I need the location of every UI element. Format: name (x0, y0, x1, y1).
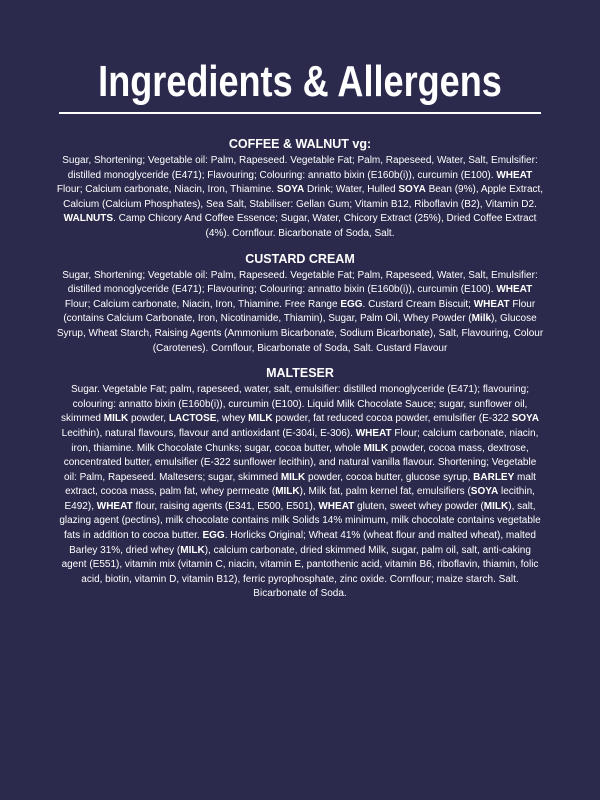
ingredient-text: powder, fat reduced cocoa powder, emulsifier (E-322 (272, 413, 512, 425)
ingredient-text: Sugar. Vegetable Fat; palm, rapeseed, water, salt, emulsifier: distilled monoglyceride (E471); flavouring; colouring: annatto bixin (E160b(i)), curcumin (E100). Liquid Milk Chocolate Sauce; sugar, sunflower oil, skimmed (60, 384, 530, 425)
allergen-text: WHEAT (496, 284, 533, 296)
title-divider (59, 112, 541, 114)
allergen-text: MILK (363, 442, 389, 454)
allergen-text: EGG (340, 298, 363, 310)
ingredient-text: Drink; Water, Hulled (304, 184, 399, 196)
section-coffee-walnut (56, 136, 544, 242)
allergen-text: SOYA (276, 184, 305, 196)
ingredient-text: . Horlicks Original; Wheat 41% (wheat flour and malted wheat), malted Barley 31%, dried whey ( (69, 530, 536, 556)
ingredient-text: Sugar, Shortening; Vegetable oil: Palm, Rapeseed. Vegetable Fat; Palm, Rapeseed, Water, Salt, Emulsifier: distilled monoglyceride (E471); Flavouring; Colouring: annatto bixin (E160b(i)), curcumin (E100). (62, 155, 538, 181)
allergen-text: WHEAT (496, 169, 533, 181)
allergen-text: MILK (103, 413, 129, 425)
ingredient-text: Flour (contains Calcium Carbonate, Iron, Nicotinamide, Thiamin), Sugar, Palm Oil, Whey Powder ( (63, 298, 536, 325)
ingredient-text: gluten, sweet whey powder ( (354, 500, 484, 512)
ingredient-sections (0, 136, 600, 602)
allergen-text: MILK (248, 413, 273, 425)
ingredient-text: malt extract, cocoa mass, palm fat, whey permeate ( (65, 471, 536, 498)
allergen-text: WHEAT (473, 298, 510, 310)
ingredient-text: Sugar, Shortening; Vegetable oil: Palm, Rapeseed. Vegetable Fat; Palm, Rapeseed, Water, Salt, Emulsifier: distilled monoglyceride (E471); Flavouring; Colouring: annatto bixin (E160b(i)), curcumin (E100). (62, 269, 538, 296)
allergen-text: Milk (471, 313, 492, 325)
ingredient-text: Lecithin), natural flavours, flavour and antioxidant (E-304i, E-306). (61, 427, 356, 439)
allergen-text: WHEAT (355, 427, 392, 439)
ingredient-text: ), salt, glazing agent (pectins), milk chocolate contains milk Solids 14% minimum, milk chocolate contains vegetable fats in addition to cocoa butter. (59, 500, 541, 542)
allergen-text: MILK (275, 486, 300, 498)
allergen-text: SOYA (511, 413, 540, 425)
page-title: Ingredients & Allergens (98, 57, 502, 106)
ingredient-text: ), Milk fat, palm kernel fat, emulsifiers ( (299, 486, 471, 498)
allergen-text: WHEAT (96, 500, 133, 512)
ingredient-text: powder, cocoa butter, glucose syrup, (305, 471, 474, 483)
ingredient-text: . Camp Chicory And Coffee Essence; Sugar, Water, Chicory Extract (25%), Dried Coffee Extract (4%). Cornflour. Bicarbonate of Soda, Salt. (113, 213, 537, 239)
ingredient-text: powder, (128, 413, 169, 425)
allergen-text: MILK (180, 544, 205, 556)
allergen-text: WHEAT (318, 500, 355, 512)
ingredient-text: powder, cocoa mass, dextrose, concentrated butter, emulsifier (E-322 sunflower lecithin), and natural vanilla flavour. Shortening; Vegetable oil: Palm, Rapeseed. Maltesers; sugar, skimmed (63, 442, 537, 483)
allergen-text: SOYA (398, 184, 426, 196)
allergen-text: WALNUTS (63, 213, 114, 225)
ingredient-text: Flour; calcium carbonate, niacin, iron, thiamine. Milk Chocolate Chunks; sugar, cocoa butter, whole (71, 427, 539, 454)
allergen-text: BARLEY (473, 471, 515, 483)
ingredients-text (56, 154, 544, 242)
ingredients-text (56, 383, 544, 602)
allergen-text: MILK (483, 500, 509, 512)
ingredient-text: lecithin, E492), (64, 486, 535, 512)
section-custard-cream (56, 251, 544, 357)
section-title: COFFEE & WALNUT vg: (228, 137, 372, 151)
allergen-text: EGG (202, 530, 225, 542)
section-malteser (56, 365, 544, 602)
ingredients-text (56, 269, 544, 357)
allergen-text: MILK (280, 471, 306, 483)
allergen-text: LACTOSE (168, 413, 217, 425)
ingredient-text: flour, raising agents (E341, E500, E501), (132, 500, 319, 512)
ingredient-text: ), calcium carbonate, dried skimmed Milk, sugar, palm oil, salt, anti-caking agent (E551), vitamin mix (vitamin C, niacin, vitamin E, pantothenic acid, vitamin B6, riboflavin, thiamin, folic acid, biotin, vitamin D, vitamin B12), ferric pyrophosphate, zinc oxide. Cornflour; maize starch. Salt. Bicarbonate of Soda. (61, 544, 539, 600)
section-title: CUSTARD CREAM (245, 251, 355, 266)
section-title: MALTESER (266, 366, 334, 381)
ingredient-text: , whey (216, 413, 249, 425)
ingredient-text: Bean (9%), Apple Extract, Calcium (Calcium Phosphates), Sea Salt, Stabiliser: Gellan Gum; Vitamin B12, Riboflavin (B2), Vitamin D2. (63, 184, 544, 210)
ingredient-text: ), Glucose Syrup, Wheat Starch, Raising Agents (Ammonium Bicarbonate, Sodium Bicarbonate), Salt, Flavouring, Colour (Carotenes). Cornflour, Bicarbonate of Soda, Salt. Custard Flavour (56, 313, 544, 354)
ingredient-text: Flour; Calcium carbonate, Niacin, Iron, Thiamine. (56, 184, 277, 196)
allergen-text: SOYA (470, 486, 499, 498)
ingredient-text: . Custard Cream Biscuit; (362, 298, 474, 310)
ingredient-text: Flour; Calcium carbonate, Niacin, Iron, Thiamine. Free Range (64, 298, 341, 310)
